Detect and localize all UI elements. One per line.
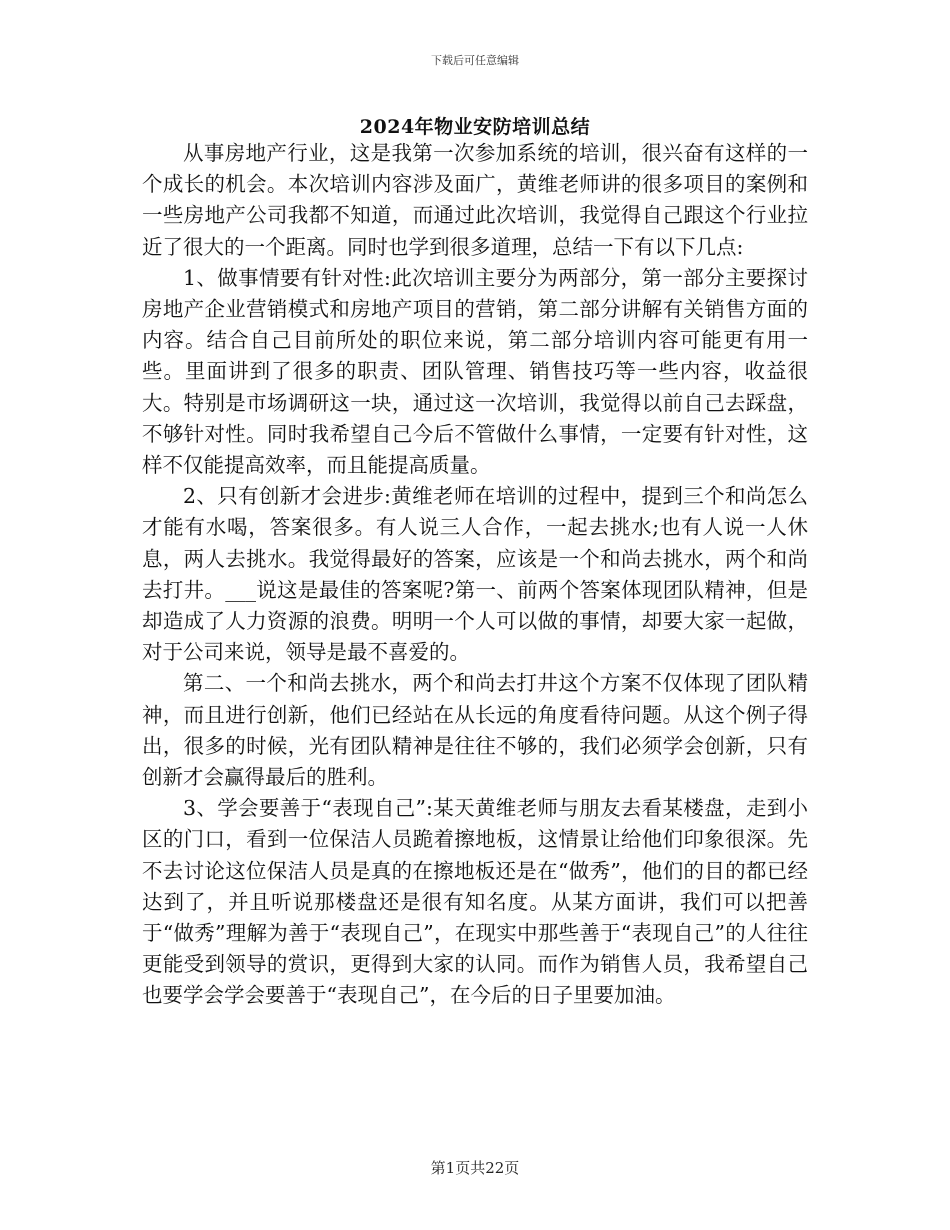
paragraph-intro: 从事房地产行业，这是我第一次参加系统的培训，很兴奋有这样的一个成长的机会。本次培训内容涉及面广，黄维老师讲的很多项目的案例和一些房地产公司我都不知道，而通过此次培训，我觉得自己跟这个行业拉近了很大的一个距离。同时也学到很多道理，总结一下有以下几点: (142, 141, 808, 259)
paragraph-point-2: 2、只有创新才会进步:黄维老师在培训的过程中，提到三个和尚怎么才能有水喝，答案很多。有人说三人合作，一起去挑水;也有人说一人休息，两人去挑水。我觉得最好的答案，应该是一个和尚去挑水，两个和尚去打井。___说这是最佳的答案呢?第一、前两个答案体现团队精神，但是却造成了人力资源的浪费。明明一个人可以做的事情，却要大家一起做，对于公司来说，领导是最不喜爱的。 (142, 484, 808, 665)
paragraph-point-3: 3、学会要善于“表现自己”:某天黄维老师与朋友去看某楼盘，走到小区的门口，看到一位保洁人员跪着擦地板，这情景让给他们印象很深。先不去讨论这位保洁人员是真的在擦地板还是在“做秀”，他们的目的都已经达到了，并且听说那楼盘还是很有知名度。从某方面讲，我们可以把善于“做秀”理解为善于“表现自己”，在现实中那些善于“表现自己”的人往往更能受到领导的赏识，更得到大家的认同。而作为销售人员，我希望自己也要学会学会要善于“表现自己”，在今后的日子里要加油。 (142, 796, 808, 1008)
page-number: 第1页共22页 (430, 1159, 520, 1177)
document-title: 2024年物业安防培训总结 (359, 116, 591, 138)
document-body (142, 138, 808, 1012)
header-note: 下载后可任意编辑 (431, 54, 519, 67)
paragraph-point-1: 1、做事情要有针对性:此次培训主要分为两部分，第一部分主要探讨房地产企业营销模式和房地产项目的营销，第二部分讲解有关销售方面的内容。结合自己目前所处的职位来说，第二部分培训内容可能更有用一些。里面讲到了很多的职责、团队管理、销售技巧等一些内容，收益很大。特别是市场调研这一块，通过这一次培训，我觉得以前自己去踩盘，不够针对性。同时我希望自己今后不管做什么事情，一定要有针对性，这样不仅能提高效率，而且能提高质量。 (142, 265, 808, 478)
paragraph-point-2-second: 第二、一个和尚去挑水，两个和尚去打井这个方案不仅体现了团队精神，而且进行创新，他们已经站在从长远的角度看待问题。从这个例子得出，很多的时候，光有团队精神是往往不够的，我们必须学会创新，只有创新才会赢得最后的胜利。 (142, 671, 808, 790)
